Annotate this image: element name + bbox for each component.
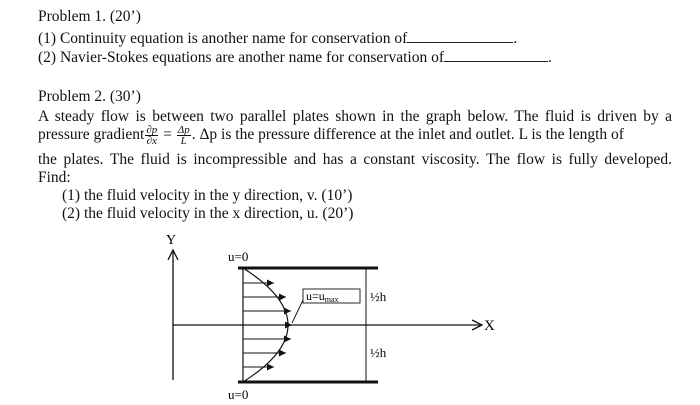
problem1-question1-end: . [513, 30, 518, 47]
line2-end: . Δp is the pressure difference at the inlet and outlet. L is the length of [191, 126, 624, 144]
problem2-text-line3: the plates. The fluid is incompressible and has a constant viscosity. The flow is fully developed. [38, 151, 672, 168]
pressure-gradient-fraction: $\frac{\partial p}{\partial x}$ [146, 124, 158, 147]
umax-label: u=umax [306, 289, 339, 304]
problem1-question2-end: . [547, 49, 552, 66]
delta-p-over-l-fraction: $\frac{\Delta p}{L}$ [177, 124, 190, 147]
problem1-question2-text: (2) Navier-Stokes equations are another name for conservation of [38, 49, 444, 66]
problem1-heading: Problem 1. (20’) [38, 8, 141, 25]
umax-pointer [292, 300, 303, 323]
problem2-heading: Problem 2. (30’) [38, 88, 141, 105]
bottom-plate-label: u=0 [228, 387, 249, 402]
problem2-task2: (2) the fluid velocity in the x direction, u. (20’) [62, 205, 354, 222]
y-axis-label: Y [166, 233, 177, 248]
top-plate-label: u=0 [228, 249, 249, 264]
x-axis-label: X [484, 318, 495, 334]
equals-sign: = [163, 126, 172, 144]
problem1-question1-text: (1) Continuity equation is another name for conservation of [38, 30, 408, 47]
problem2-text-line1: A steady flow is between two parallel plates shown in the graph below. The fluid is driven by a [38, 108, 672, 125]
line2-start: pressure gradient [38, 126, 145, 144]
half-h-bottom-label: ½h [370, 345, 387, 360]
problem2-task1: (1) the fluid velocity in the y direction, v. (10’) [62, 187, 353, 204]
half-h-top-label: ½h [370, 289, 387, 304]
problem2-find: Find: [38, 169, 71, 186]
